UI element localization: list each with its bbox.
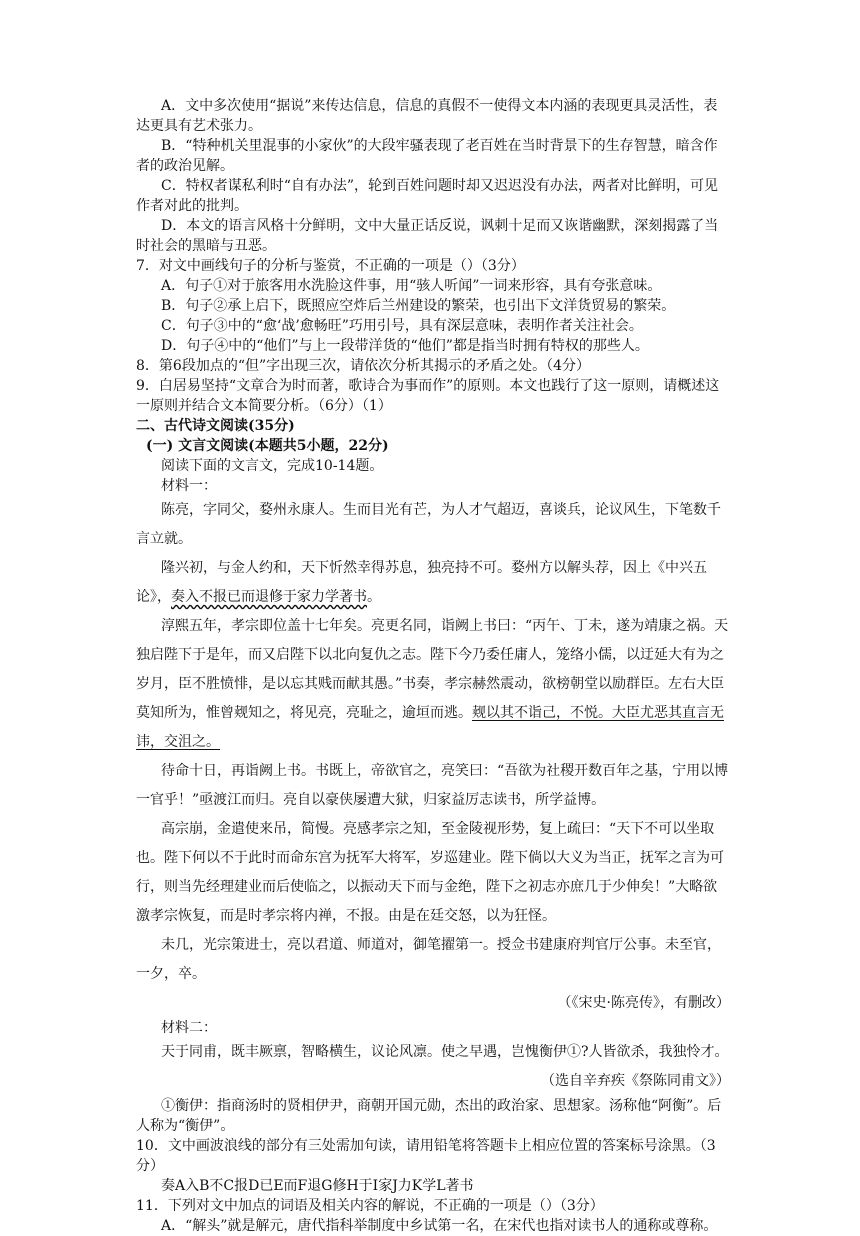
q11-option-a: A．“解头”就是解元，唐代指科举制度中乡试第一名，在宋代也指对读书人的通称或尊称。 (161, 1218, 718, 1234)
q7-option-d: D．句子④中的“他们”与上一段带洋货的“他们”都是指当时拥有特权的那些人。 (161, 338, 649, 354)
q6-option-a: A．文中多次使用“据说”来传达信息，信息的真假不一使得文本内涵的表现更具灵活性，表达更具有艺术张力。 (136, 98, 718, 134)
q8-stem: 8．第6段加点的“但”字出现三次，请依次分析其揭示的矛盾之处。（4分） (136, 358, 591, 374)
q7-option-b: B．句子②承上启下，既照应空炸后兰州建设的繁荣，也引出下文洋货贸易的繁荣。 (161, 298, 676, 314)
material2-footnote: ①衡伊：指商汤时的贤相伊尹，商朝开国元勋，杰出的政治家、思想家。汤称他“阿衡”。后人称为“衡伊”。 (136, 1098, 722, 1134)
material2-label: 材料二： (161, 1020, 217, 1036)
q10-stem: 10．文中画波浪线的部分有三处需加句读，请用铅笔将答题卡上相应位置的答案标号涂黑。（3分） (136, 1138, 716, 1174)
q6-option-d: D．本文的语言风格十分鲜明，文中大量正话反说，讽刺十足而又诙谐幽默，深刻揭露了当时社会的黑暗与丑恶。 (136, 218, 719, 254)
underlined-passage: 觌以其不诣己，不悦。大臣尤恶其直言无讳，交沮之。 (136, 705, 724, 750)
material1-paragraph-2-text: 隆兴初，与金人约和，天下忻然幸得苏息，独亮持不可。婺州方以解头荐，因上《中兴五论》， (136, 560, 707, 605)
material2-text (136, 1038, 730, 1096)
material1-label: 材料一： (161, 478, 217, 494)
q11-stem: 11．下列对文中加点的词语及相关内容的解说，不正确的一项是（）（3分） (136, 1198, 604, 1214)
q7-option-c: C．句子③中的“愈‘战’愈畅旺”巧用引号，具有深层意味，表明作者关注社会。 (161, 318, 643, 334)
exam-page (136, 96, 730, 1236)
material1-paragraph-1: 陈亮，字同父，婺州永康人。生而目光有芒，为人才气超迈，喜谈兵，论议风生，下笔数千言立就。 (136, 502, 721, 547)
material1-paragraph-2 (136, 554, 730, 612)
q6-option-b: B．“特种机关里混事的小家伙”的大段牢骚表现了老百姓在当时背景下的生存智慧，暗含作者的政治见解。 (136, 138, 718, 174)
reading-instruction: 阅读下面的文言文，完成10-14题。 (161, 458, 384, 474)
material1-paragraph-3 (136, 612, 730, 757)
material1-paragraph-2-end: 。 (367, 589, 381, 605)
material1-paragraph-6: 未几，光宗策进士，亮以君道、师道对，御笔擢第一。授佥书建康府判官厅公事。未至官，一夕，卒。 (136, 937, 721, 982)
subsection-heading: (一) 文言文阅读(本题共5小题，22分) (146, 438, 389, 454)
material1-source: （《宋史·陈亮传》，有删改） (557, 995, 730, 1011)
material2-source: （选自辛弃疾《祭陈同甫文》） (541, 1073, 730, 1089)
wavy-underlined-passage: 奏入不报已而退修于家力学著书 (171, 589, 367, 605)
material1-paragraph-5: 高宗崩，金遣使来吊，简慢。亮感孝宗之知，至金陵视形势，复上疏曰：“天下不可以坐取也。陛下何以不于此时而命东宫为抚军大将军，岁巡建业。陛下倘以大义为当正，抚军之言为可行，则当先经理建业而后使临之，以振动天下而与金绝，陛下之初志亦庶几于少伸矣！”大略欲激孝宗恢复，而是时孝宗将内禅，不报。由是在廷交怒，以为狂怪。 (136, 821, 724, 924)
material1-paragraph-4: 待命十日，再诣阙上书。书既上，帝欲官之，亮笑曰：“吾欲为社稷开数百年之基，宁用以博一官乎！”亟渡江而归。亮自以豪侠屡遭大狱，归家益厉志读书，所学益博。 (136, 763, 729, 808)
section-heading: 二、古代诗文阅读(35分) (136, 418, 295, 434)
material1-text (136, 496, 730, 1018)
material2-paragraph-1: 天于同甫，既丰厥禀，智略横生，议论风凛。使之早遇，岂愧衡伊①?人皆欲杀，我独怜才。 (161, 1044, 729, 1060)
q9-stem: 9．白居易坚持“文章合为时而著，歌诗合为事而作”的原则。本文也践行了这一原则，请概述这一原则并结合文本简要分析。（6分）（1） (136, 378, 720, 414)
q10-options: 奏A入B不C报D已E而F退G修H于I家J力K学L著书 (161, 1178, 474, 1194)
material1-paragraph-3-text: 淳熙五年，孝宗即位盖十七年矣。亮更名同，诣阙上书曰：“丙午、丁未，遂为靖康之祸。天独启陛下于是年，而又启陛下以北向复仇之志。陛下今乃委任庸人，笼络小儒，以迂延大有为之岁月，臣不胜愤悱，是以忘其贱而献其愚。”书奏，孝宗赫然震动，欲榜朝堂以励群臣。左右大臣莫知所为，惟曾觌知之，将见亮，亮耻之，逾垣而逃。 (136, 618, 729, 721)
q6-option-c: C．特权者谋私利时“自有办法”，轮到百姓问题时却又迟迟没有办法，两者对比鲜明，可见作者对此的批判。 (136, 178, 719, 214)
q7-stem: 7．对文中画线句子的分析与鉴赏，不正确的一项是（）（3分） (136, 258, 525, 274)
q7-option-a: A．句子①对于旅客用水洗脸这件事，用“骇人听闻”一词来形容，具有夸张意味。 (161, 278, 662, 294)
